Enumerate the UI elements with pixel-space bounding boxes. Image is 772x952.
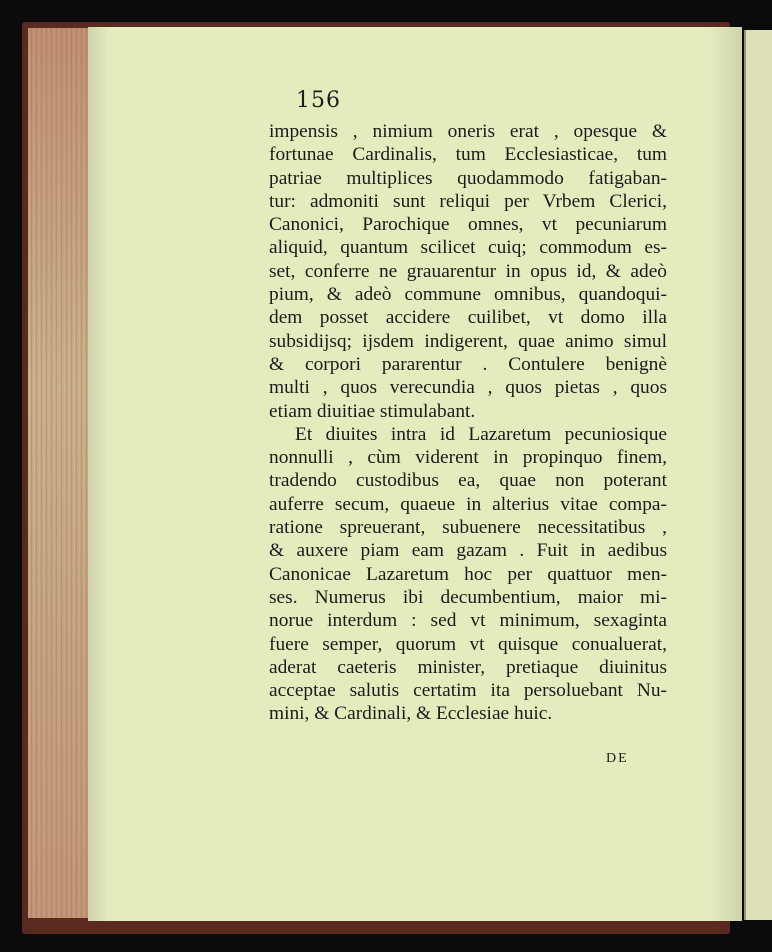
text-line: aliquid, quantum scilicet cuiq; commodum es- (269, 237, 667, 259)
text-line: Canonici, Parochique omnes, vt pecuniarum (269, 214, 667, 236)
catchword: DE (606, 751, 629, 766)
text-line: aderat caeteris minister, pretiaque diuinitus (269, 656, 667, 678)
text-line: ratione spreuerant, subuenere necessitatibus , (269, 517, 667, 539)
paragraph-2 (269, 423, 667, 726)
text-line: tradendo custodibus ea, quae non poterant (269, 470, 667, 492)
text-line: ses. Numerus ibi decumbentium, maior mi- (269, 586, 667, 608)
text-line: & corpori pararentur . Contulere benignè (269, 353, 667, 375)
paragraph-1 (269, 120, 667, 423)
page-edges (28, 28, 90, 918)
text-line: & auxere piam eam gazam . Fuit in aedibus (269, 540, 667, 562)
text-line: set, conferre ne grauarentur in opus id, & adeò (269, 260, 667, 282)
text-line: acceptae salutis certatim ita persoluebant Nu- (269, 680, 667, 702)
text-line: Canonicae Lazaretum hoc per quattuor men- (269, 563, 667, 585)
body-text (269, 120, 667, 726)
text-line: patriae multiplices quodammodo fatigaban- (269, 167, 667, 189)
text-line: etiam diuitiae stimulabant. (269, 400, 476, 422)
text-line: Et diuites intra id Lazaretum pecuniosique (295, 423, 667, 445)
text-line: impensis , nimium oneris erat , opesque & (269, 121, 667, 142)
facing-page (744, 30, 772, 920)
text-line: dem posset accidere cuilibet, vt domo illa (269, 307, 667, 329)
page-number: 156 (296, 88, 341, 113)
text-line: tur: admoniti sunt reliqui per Vrbem Clerici, (269, 190, 667, 212)
text-line: fuere semper, quorum vt quisque conualuerat, (269, 633, 667, 655)
text-line: nonnulli , cùm viderent in propinquo finem, (269, 447, 667, 469)
text-line: mini, & Cardinali, & Ecclesiae huic. (269, 703, 553, 725)
text-line: multi , quos verecundia , quos pietas , quos (269, 377, 667, 399)
text-line: pium, & adeò commune omnibus, quandoqui- (269, 284, 667, 306)
text-line: auferre secum, quaeue in alterius vitae compa- (269, 493, 667, 515)
text-line: norue interdum : sed vt minimum, sexaginta (269, 610, 667, 632)
text-line: subsidijsq; ijsdem indigerent, quae animo simul (269, 330, 667, 352)
text-line: fortunae Cardinalis, tum Ecclesiasticae, tum (269, 144, 667, 166)
